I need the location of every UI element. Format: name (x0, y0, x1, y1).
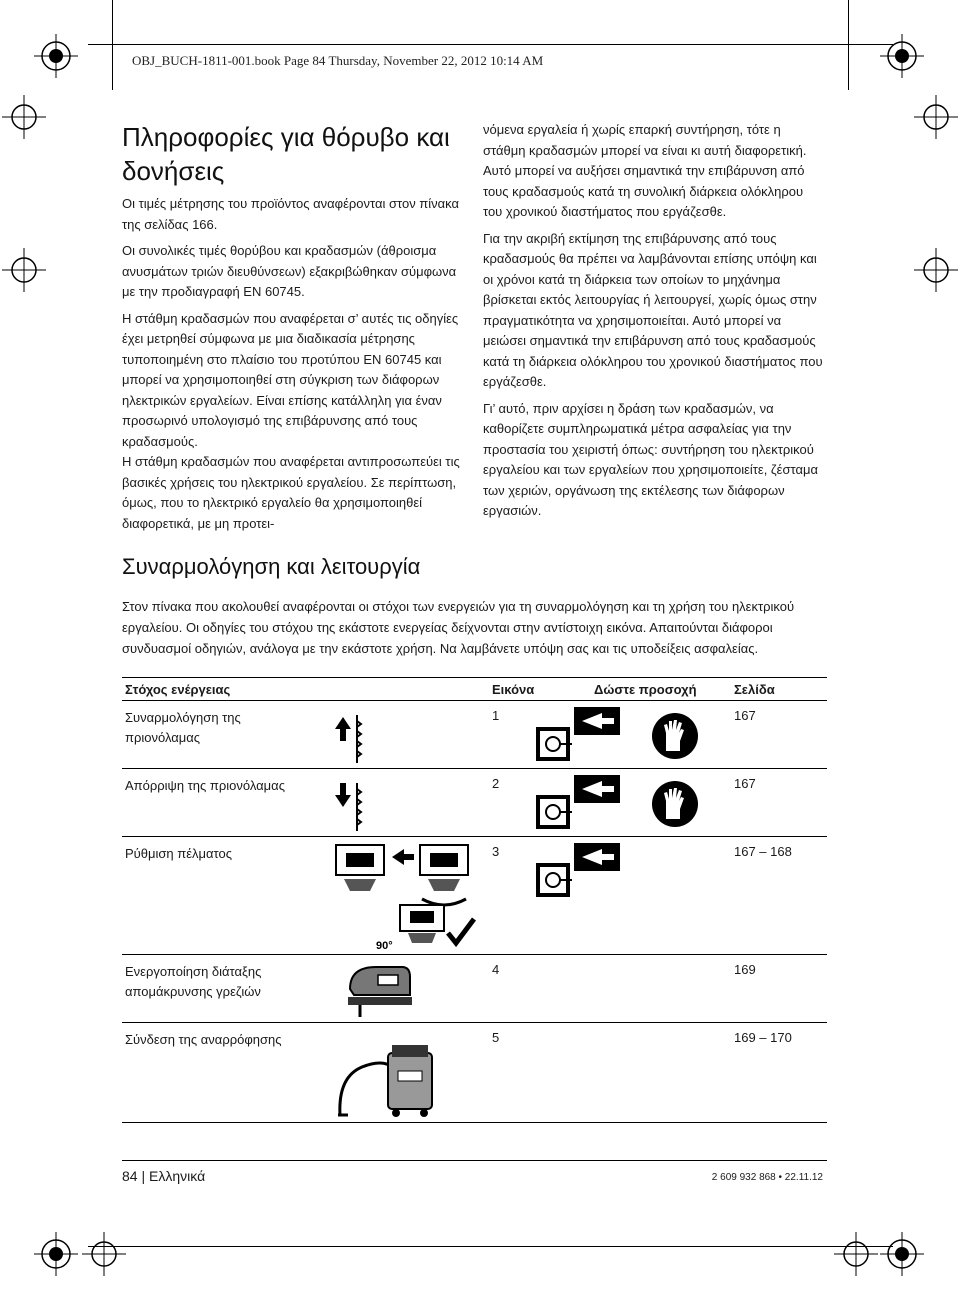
gloves-icon (650, 779, 700, 829)
row-page: 169 – 170 (734, 1030, 792, 1045)
angle-label: 90° (376, 940, 393, 951)
crop-line-left (112, 0, 113, 90)
blade-insert-icon (327, 713, 367, 765)
row-figure: 4 (492, 962, 500, 977)
row-figure: 2 (492, 776, 500, 791)
row-goal: Ρύθμιση πέλματος (125, 846, 232, 861)
registration-mark-left-2 (2, 248, 46, 292)
unplug-icon (532, 773, 632, 833)
language-label: Ελληνικά (149, 1168, 206, 1184)
table-row (122, 1023, 827, 1123)
table-header (122, 677, 827, 701)
gloves-icon (650, 711, 700, 761)
registration-mark-left-1 (2, 95, 46, 139)
base-plate-adjust-icon (330, 839, 480, 951)
section-title-noise-vibration: Πληροφορίες για θόρυβο και δονήσεις (122, 122, 450, 186)
paragraph: Για την ακριβή εκτίμηση της επιβάρυνσης από τους κραδασμούς θα πρέπει να λαμβάνονται επίσης υπόψη και οι χρόνοι κατά τη διάρκεια των οποίων το μηχάνημα βρίσκεται εκτός λειτουργίας ή λειτουργεί, χωρίς όμως στην πραγματικότητα να χρησιμοποιείται. Αυτό μπορεί να μειώσει σημαντικά την επιβάρυνση από τους κραδασμούς κατά τη διάρκεια ολόκληρου του χρονικού διαστήματος που εργάζεσθε. (483, 230, 823, 389)
footer-page-label: 84 | Ελληνικά (122, 1168, 206, 1184)
table-row (122, 955, 827, 1023)
row-figure: 1 (492, 708, 500, 723)
row-figure: 5 (492, 1030, 500, 1045)
row-goal: Σύνδεση της αναρρόφησης (125, 1032, 282, 1047)
table-row (122, 837, 827, 955)
header-page: Σελίδα (734, 682, 775, 697)
section-title-assembly-operation: Συναρμολόγηση και λειτουργία (122, 554, 421, 579)
jigsaw-icon (340, 959, 420, 1019)
row-page: 167 (734, 708, 756, 723)
left-column (122, 120, 467, 534)
paragraph: Γι’ αυτό, πριν αρχίσει η δράση των κραδασμών, να καθορίζετε συμπληρωματικά μέτρα ασφαλείας για την προστασία του χειριστή όπως: συντήρηση του ηλεκτρικού εργαλείου και των εργαλείων που χρησιμοποιείτε, ζέσταμα των χεριών, οργάνωση της εκτέλεσης των διάφορων εργασιών. (483, 400, 818, 518)
registration-mark-bottom-right (880, 1232, 924, 1276)
registration-mark-right-1 (914, 95, 958, 139)
row-figure: 3 (492, 844, 500, 859)
row-page: 167 (734, 776, 756, 791)
row-page: 169 (734, 962, 756, 977)
action-table (122, 677, 827, 1123)
paragraph: νόμενα εργαλεία ή χωρίς επαρκή συντήρηση, τότε η στάθμη κραδασμών μπορεί να είναι κι αυτή διαφορετική. Αυτό μπορεί να αυξήσει σημαντικά την επιβάρυνση από τους κραδασμούς κατά τη συνολική διάρκεια ολόκληρου του χρονικού διαστήματος που εργάζεσθε. (483, 122, 807, 219)
paragraph: Η στάθμη κραδασμών που αναφέρεται σ’ αυτές τις οδηγίες έχει μετρηθεί σύμφωνα με μια διαδικασία μέτρησης τυποποιημένη στο πλαίσιο του προτύπου EN 60745 και μπορεί να χρησιμοποιηθεί στη σύγκριση των διάφορων ηλεκτρικών εργαλείων. Είναι επίσης κατάλληλη για έναν προσωρινό υπολογισμό της επιβάρυνσης από τους κραδασμούς. (122, 310, 459, 449)
paragraph: Οι συνολικές τιμές θορύβου και κραδασμών (άθροισμα ανυσμάτων τριών διευθύνσεων) εξακριβώθηκαν σύμφωνα με την προδιαγραφή EN 60745. (122, 243, 457, 299)
footer-divider (122, 1160, 827, 1161)
right-column (483, 120, 823, 522)
table-row (122, 701, 827, 769)
registration-mark-bottom-center-right (834, 1232, 878, 1276)
document-code: 2 609 932 868 • 22.11.12 (711, 1172, 823, 1183)
registration-mark-bottom-left (34, 1232, 78, 1276)
page-number: 84 (122, 1168, 138, 1184)
header-attention: Δώστε προσοχή (594, 682, 697, 697)
paragraph: Η στάθμη κραδασμών που αναφέρεται αντιπροσωπεύει τις βασικές χρήσεις του ηλεκτρικού εργαλείου. Σε περίπτωση, όμως, που το ηλεκτρικό εργαλείο θα χρησιμοποιηθεί διαφορετικά, με μη προτει- (122, 454, 460, 531)
header-goal: Στόχος ενέργειας (125, 682, 231, 697)
unplug-icon (532, 841, 632, 901)
row-goal: Ενεργοποίηση διάταξης απομάκρυνσης γρεζιών (125, 964, 262, 999)
table-row (122, 769, 827, 837)
registration-mark-bottom-center-left (82, 1232, 126, 1276)
unplug-icon (532, 705, 632, 765)
section-intro: Στον πίνακα που ακολουθεί αναφέρονται οι στόχοι των ενεργειών για τη συναρμολόγηση και τη χρήση του ηλεκτρικού εργαλείου. Οι οδηγίες του στόχου της εκάστοτε ενεργείας δείχνονται στην αντίστοιχη εικόνα. Απαιτούνται διάφοροι συνδυασμοί οδηγιών, ανάλογα με την εκάστοτε χρήση. Να λαμβάνετε υπόψη σας και τις υποδείξεις ασφαλείας. (122, 599, 795, 656)
row-goal: Απόρριψη της πριονόλαμας (125, 778, 285, 793)
header-figure: Εικόνα (492, 682, 535, 697)
crop-line-top (88, 44, 893, 45)
row-page: 167 – 168 (734, 844, 792, 859)
row-goal: Συναρμολόγηση της πριονόλαμας (125, 710, 241, 745)
registration-mark-top-right (880, 34, 924, 78)
book-header: OBJ_BUCH-1811-001.book Page 84 Thursday, November 22, 2012 10:14 AM (132, 53, 544, 68)
blade-eject-icon (327, 779, 367, 833)
crop-line-bottom (88, 1246, 893, 1247)
paragraph: Οι τιμές μέτρησης του προϊόντος αναφέρονται στον πίνακα της σελίδας 166. (122, 196, 460, 232)
registration-mark-top-left (34, 34, 78, 78)
vacuum-icon (332, 1027, 442, 1119)
registration-mark-right-2 (914, 248, 958, 292)
crop-line-right (848, 0, 849, 90)
